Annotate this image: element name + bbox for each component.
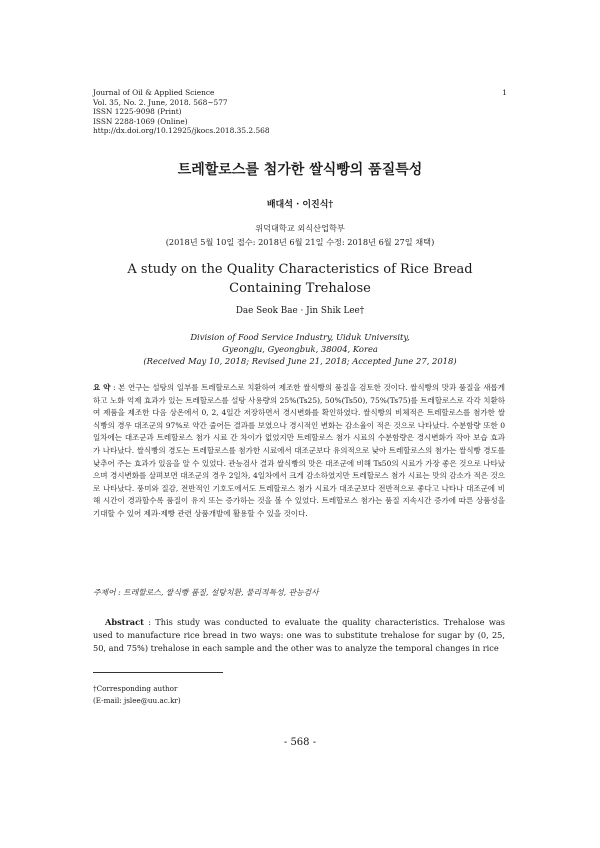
corresponding-author: †Corresponding author (93, 684, 178, 693)
dates-english: (Received May 10, 2018; Revised June 21, 2018; Accepted June 27, 2018) (143, 356, 457, 366)
affiliation-english-line1: Division of Food Service Industry, Uiduk University, (190, 332, 410, 342)
abstract-korean-label: 요 약 (93, 383, 111, 392)
journal-header (93, 88, 270, 136)
abstract-english-text: : This study was conducted to evaluate the quality characteristics. Trehalose was used to manufacture rice bread in two ways: one was to substitute trehalose for sugar by (0, 25, 50, and 75%) trehalose in each sample and the other was to analyze the temporal changes in rice (93, 617, 505, 654)
abstract-korean (93, 382, 505, 521)
author-email[interactable]: (E-mail: jslee@uu.ac.kr) (93, 695, 181, 705)
affiliation-korean: 위덕대학교 외식산업학부 (255, 223, 345, 233)
footnote (93, 683, 181, 706)
authors-korean: 배대석 · 이진식† (266, 200, 334, 210)
abstract-english-label: Abstract (105, 617, 144, 627)
page-number-bottom: - 568 - (283, 737, 317, 748)
title-korean: 트레할로스를 첨가한 쌀식빵의 품질특성 (177, 162, 423, 178)
affiliation-english (0, 331, 600, 367)
title-english (0, 260, 600, 298)
footnote-divider (93, 672, 223, 673)
doi-link[interactable]: http://dx.doi.org/10.12925/jkocs.2018.35.2.568 (93, 126, 270, 136)
affiliation-english-line2: Gyeongju, Gyeongbuk, 38004, Korea (222, 344, 378, 354)
journal-volume: Vol. 35, No. 2. June, 2018. 568~577 (93, 97, 228, 107)
issn-online: ISSN 2288-1069 (Online) (93, 116, 188, 126)
title-english-line1: A study on the Quality Characteristics of Rice Bread (127, 262, 473, 277)
keywords-korean: 주제어 : 트레할로스, 쌀식빵 품질, 설탕치환, 물리적특성, 관능검사 (93, 588, 319, 597)
abstract-english (93, 616, 505, 656)
journal-name: Journal of Oil & Applied Science (93, 88, 215, 97)
authors-english: Dae Seok Bae · Jin Shik Lee† (235, 306, 365, 316)
issn-print: ISSN 1225-9098 (Print) (93, 107, 182, 117)
dates-korean: (2018년 5월 10일 접수: 2018년 6월 21일 수정: 2018년 6월 27일 채택) (165, 237, 435, 247)
title-english-line2: Containing Trehalose (229, 281, 371, 296)
page-number-top: 1 (502, 88, 507, 97)
abstract-korean-text: : 본 연구는 설탕의 일부를 트레할로스로 치환하여 제조한 쌀식빵의 품질을 검토한 것이다. 쌀식빵의 맛과 품질을 새롭게 하고 노화 억제 효과가 있는 트레할로스를 설탕 사용량의 25%(Ts25), 50%(Ts50), 75%(Ts75)를 트레할로스로 각각 치환하여 제품을 제조한 다음 상온에서 0, 2, 4일간 저장하면서 경시변화를 확인하였다. 쌀식빵의 비체적은 트레할로스를 첨가한 쌀식빵의 경우 대조군의 97%로 약간 줄어든 결과를 보였으나 경시적인 변화는 감소율이 적은 것으로 나타났다. 수분함량 또한 0일차에는 대조군과 트레할로스 첨가 시료 간 차이가 없었지만 트레할로스 첨가 시료의 수분함량은 경시변화가 작아 보습 효과가 나타났다. 쌀식빵의 경도는 트레할로스를 첨가한 시료에서 대조군보다 유의적으로 낮아 트레할로스의 첨가는 쌀식빵 경도를 낮추어 주는 효과가 있음을 알 수 있었다. 관능검사 결과 쌀식빵의 맛은 대조군에 비해 Ts50의 시료가 가장 좋은 것으로 나타났으며 경시변화를 살펴보면 대조군의 경우 2일차, 4일차에서 크게 감소하였지만 트레할로스 첨가 시료는 맛의 감소가 적은 것으로 나타났다. 풍미와 질감, 전반적인 기호도에서도 트레할로스 첨가 시료가 대조군보다 전반적으로 좋다고 나타나 대조군에 비해 시간이 경과할수록 품질이 유지 또는 증가하는 것을 볼 수 있었다. 트레할로스 첨가는 품질 지속시간 증가에 따른 상품성을 기대할 수 있어 제과·제빵 관련 상품개발에 활용할 수 있을 것이다. (93, 383, 505, 518)
